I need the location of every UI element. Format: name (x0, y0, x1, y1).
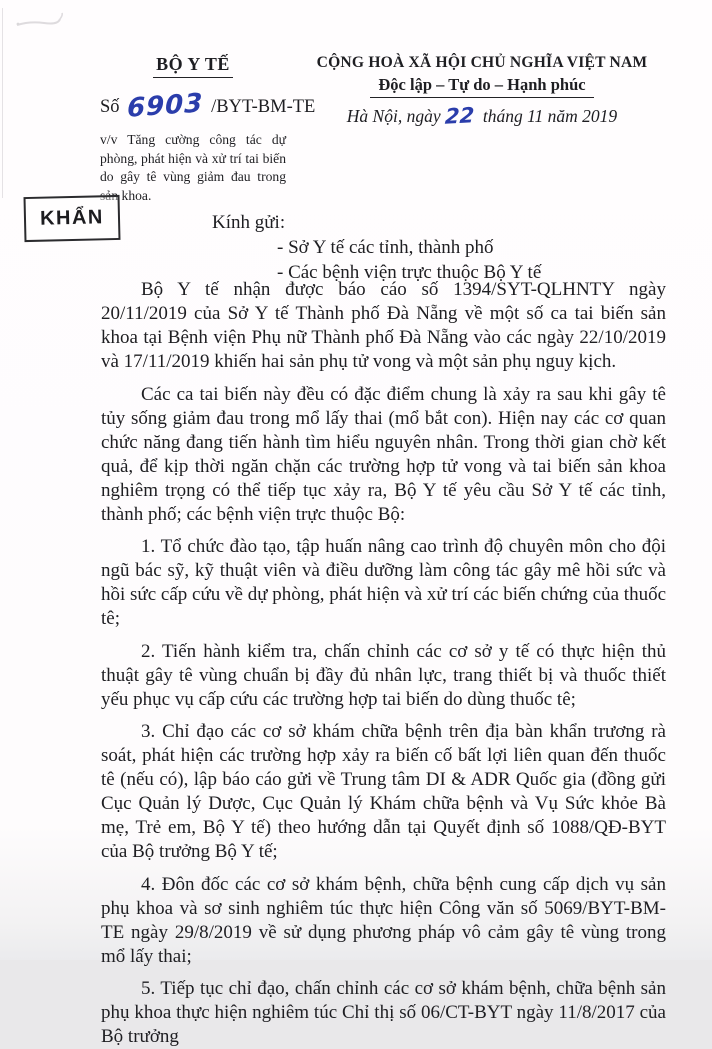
urgency-stamp (24, 195, 121, 242)
paragraph-directive-1: 1. Tổ chức đào tạo, tập huấn nâng cao trình độ chuyên môn cho đội ngũ bác sỹ, kỹ thuật viên và điều dưỡng làm công tác gây mê hồi sức và hồi sức cấp cứu về dự phòng, phát hiện và xử trí các biến chứng của thuốc tê; (101, 536, 666, 629)
issuing-agency-block (100, 54, 286, 78)
national-motto-line1: CỘNG HOÀ XÃ HỘI CHỦ NGHĨA VIỆT NAM (316, 54, 648, 71)
place-date-suffix: tháng 11 năm 2019 (482, 106, 618, 126)
paragraph-directive-3: 3. Chỉ đạo các cơ sở khám chữa bệnh trên địa bàn khẩn trương rà soát, phát hiện các trường hợp xảy ra biến cố bất lợi liên quan đến thuốc tê (nếu có), lập báo cáo gửi về Trung tâm DI & ADR Quốc gia (đồng gửi Cục Quản lý Dược, Cục Quản lý Khám chữa bệnh và Vụ Sức khỏe Bà mẹ, Trẻ em, Bộ Y tế) theo hướng dẫn tại Quyết định số 1088/QĐ-BYT của Bộ trưởng Bộ Y tế; (101, 721, 666, 862)
paragraph-directive-4: 4. Đôn đốc các cơ sở khám bệnh, chữa bệnh cung cấp dịch vụ sản phụ khoa và sơ sinh nghiêm túc thực hiện Công văn số 5069/BYT-BM-TE ngày 29/8/2019 về sử dụng phương pháp vô cảm gây tê vùng trong mổ lấy thai; (101, 873, 666, 967)
doc-number-label: Số (100, 97, 120, 117)
paragraph-report-received: Bộ Y tế nhận được báo cáo số 1394/SYT-QLHNTY ngày 20/11/2019 của Sở Y tế Thành phố Đà Nẵng về một số ca tai biến sản khoa tại Bệnh viện Phụ nữ Thành phố Đà Nẵng vào các ngày 22/10/2019 và 17/11/2019 khiến hai sản phụ tử vong và một sản phụ nguy kịch. (101, 279, 666, 372)
doc-number-handwritten: 6903 (127, 88, 204, 124)
urgency-stamp-label: KHẨN (39, 206, 105, 230)
date-day-handwritten: 22 (444, 103, 475, 129)
document-subject: v/v Tăng cường công tác dự phòng, phát hiện và xử trí tai biến do gây tê vùng giảm đau trong sản khoa. (100, 132, 286, 203)
paragraph-incident-summary: Các ca tai biến này đều có đặc điểm chung là xảy ra sau khi gây tê tủy sống giảm đau trong mổ lấy thai (mổ bắt con). Hiện nay các cơ quan chức năng đang tiến hành tìm hiểu nguyên nhân. Trong thời gian chờ kết quả, để kịp thời ngăn chặn các trường hợp tử vong và tai biến sản khoa nghiêm trọng có thể tiếp tục xảy ra, Bộ Y tế yêu cầu Sở Y tế các tỉnh, thành phố; các bệnh viện trực thuộc Bộ: (101, 383, 666, 525)
agency-name: BỘ Y TẾ (153, 54, 233, 78)
place-date-line (293, 103, 671, 129)
pencil-mark-icon (14, 10, 72, 32)
recipient-item: - Sở Y tế các tỉnh, thành phố (277, 237, 494, 258)
recipient-item: - Các bệnh viện trực thuộc Bộ Y tế (277, 261, 542, 283)
document-number-line (100, 88, 320, 124)
document-body (101, 278, 666, 1049)
scan-edge-artifact (2, 8, 3, 198)
doc-number-symbol: /BYT-BM-TE (211, 97, 316, 117)
paragraph-directive-2: 2. Tiến hành kiểm tra, chấn chỉnh các cơ sở y tế có thực hiện thủ thuật gây tê vùng chuẩn bị đầy đủ nhân lực, trang thiết bị và thuốc thiết yếu phục vụ cấp cứu các trường hợp tai biến do dùng thuốc tê; (101, 640, 666, 710)
national-motto-line2: Độc lập – Tự do – Hạnh phúc (370, 75, 593, 98)
national-header-block (293, 54, 671, 127)
paragraph-directive-5: 5. Tiếp tục chỉ đạo, chấn chỉnh các cơ sở khám bệnh, chữa bệnh sản phụ khoa thực hiện nghiêm túc Chỉ thị số 06/CT-BYT ngày 11/8/2017 của Bộ trưởng (101, 978, 666, 1047)
salutation: Kính gửi: (212, 212, 286, 233)
place-date-prefix: Hà Nội, ngày (346, 106, 441, 126)
